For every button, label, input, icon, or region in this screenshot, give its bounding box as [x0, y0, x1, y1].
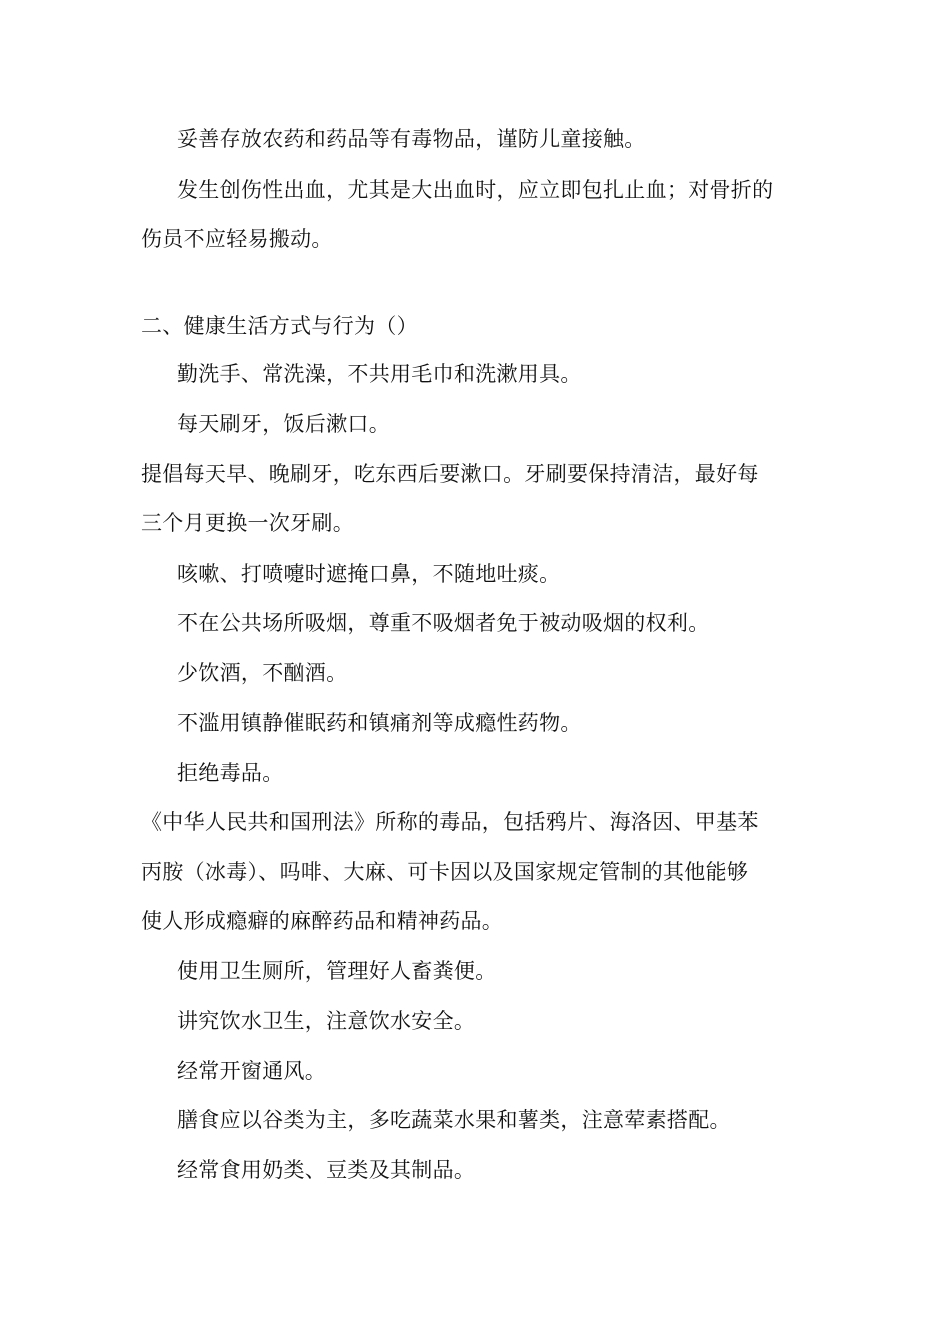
paragraph-brushing-detail: 提倡每天早、晚刷牙，吃东西后要漱口。牙刷要保持清洁，最好每	[141, 462, 759, 486]
paragraph-limit-alcohol: 少饮酒，不酗酒。	[177, 661, 348, 685]
paragraph-ventilation: 经常开窗通风。	[177, 1059, 327, 1083]
paragraph-cough-etiquette: 咳嗽、打喷嚏时遮掩口鼻，不随地吐痰。	[177, 562, 561, 586]
paragraph-no-sedative-abuse: 不滥用镇静催眠药和镇痛剂等成瘾性药物。	[177, 711, 582, 735]
paragraph-store-pesticides: 妥善存放农药和药品等有毒物品，谨防儿童接触。	[177, 127, 646, 151]
paragraph-dairy-soy: 经常食用奶类、豆类及其制品。	[177, 1158, 476, 1182]
paragraph-diet: 膳食应以谷类为主，多吃蔬菜水果和薯类，注意荤素搭配。	[177, 1108, 731, 1132]
paragraph-bleeding-first-aid: 发生创伤性出血，尤其是大出血时，应立即包扎止血；对骨折的	[177, 178, 774, 202]
paragraph-bleeding-first-aid-cont: 伤员不应轻易搬动。	[141, 227, 333, 251]
paragraph-drug-definition: 《中华人民共和国刑法》所称的毒品，包括鸦片、海洛因、甲基苯	[141, 810, 759, 834]
section-heading: 二、健康生活方式与行为（）	[141, 314, 418, 338]
paragraph-hand-washing: 勤洗手、常洗澡，不共用毛巾和洗漱用具。	[177, 362, 582, 386]
paragraph-sanitary-toilet: 使用卫生厕所，管理好人畜粪便。	[177, 959, 497, 983]
paragraph-drinking-water: 讲究饮水卫生，注意饮水安全。	[177, 1009, 476, 1033]
paragraph-drug-definition-cont-2: 使人形成瘾癖的麻醉药品和精神药品。	[141, 909, 504, 933]
paragraph-drug-definition-cont-1: 丙胺（冰毒）、吗啡、大麻、可卡因以及国家规定管制的其他能够	[141, 860, 749, 884]
paragraph-brush-teeth: 每天刷牙，饭后漱口。	[177, 412, 390, 436]
paragraph-no-smoking: 不在公共场所吸烟，尊重不吸烟者免于被动吸烟的权利。	[177, 611, 710, 635]
paragraph-refuse-drugs: 拒绝毒品。	[177, 761, 284, 785]
paragraph-brushing-detail-cont: 三个月更换一次牙刷。	[141, 511, 354, 535]
